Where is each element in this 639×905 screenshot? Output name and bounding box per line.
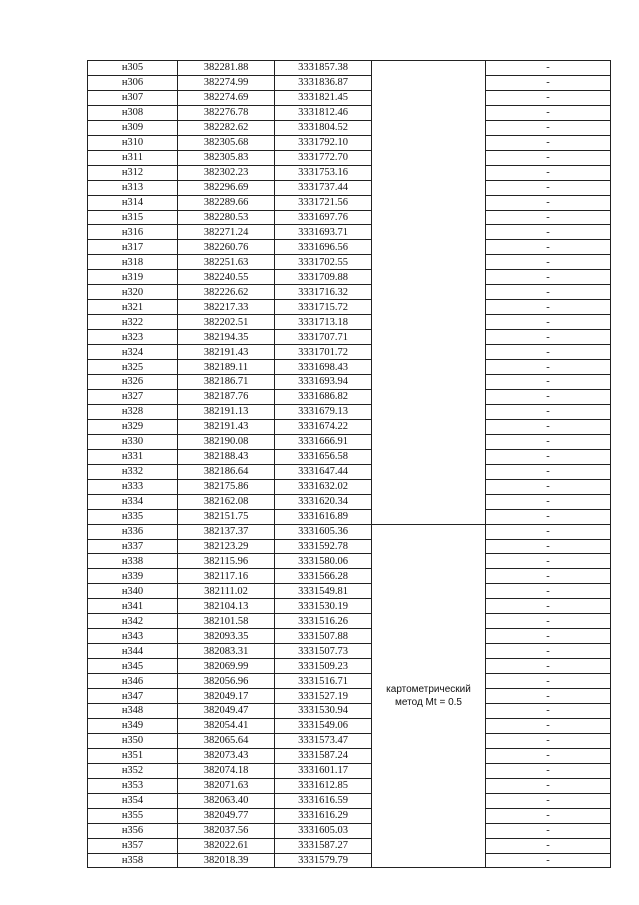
error-value-cell: - bbox=[486, 389, 611, 404]
table-row bbox=[88, 584, 611, 599]
table-row bbox=[88, 509, 611, 524]
point-id-cell: н306 bbox=[88, 75, 178, 90]
y-coordinate-cell: 3331715.72 bbox=[275, 300, 372, 315]
table-row bbox=[88, 270, 611, 285]
point-id-cell: н318 bbox=[88, 255, 178, 270]
table-row bbox=[88, 464, 611, 479]
point-id-cell: н336 bbox=[88, 524, 178, 539]
y-coordinate-cell: 3331709.88 bbox=[275, 270, 372, 285]
method-line-1: картометрический bbox=[386, 684, 471, 695]
method-cell-empty bbox=[372, 61, 486, 525]
table-row bbox=[88, 838, 611, 853]
y-coordinate-cell: 3331772.70 bbox=[275, 150, 372, 165]
y-coordinate-cell: 3331527.19 bbox=[275, 689, 372, 704]
x-coordinate-cell: 382123.29 bbox=[178, 539, 275, 554]
x-coordinate-cell: 382049.77 bbox=[178, 808, 275, 823]
y-coordinate-cell: 3331696.56 bbox=[275, 240, 372, 255]
y-coordinate-cell: 3331666.91 bbox=[275, 434, 372, 449]
error-value-cell: - bbox=[486, 554, 611, 569]
x-coordinate-cell: 382191.43 bbox=[178, 345, 275, 360]
error-value-cell: - bbox=[486, 569, 611, 584]
y-coordinate-cell: 3331737.44 bbox=[275, 180, 372, 195]
x-coordinate-cell: 382037.56 bbox=[178, 823, 275, 838]
point-id-cell: н345 bbox=[88, 659, 178, 674]
y-coordinate-cell: 3331836.87 bbox=[275, 75, 372, 90]
point-id-cell: н317 bbox=[88, 240, 178, 255]
error-value-cell: - bbox=[486, 210, 611, 225]
point-id-cell: н342 bbox=[88, 614, 178, 629]
y-coordinate-cell: 3331753.16 bbox=[275, 165, 372, 180]
x-coordinate-cell: 382305.68 bbox=[178, 135, 275, 150]
y-coordinate-cell: 3331821.45 bbox=[275, 90, 372, 105]
y-coordinate-cell: 3331697.76 bbox=[275, 210, 372, 225]
y-coordinate-cell: 3331566.28 bbox=[275, 569, 372, 584]
table-row bbox=[88, 494, 611, 509]
y-coordinate-cell: 3331612.85 bbox=[275, 778, 372, 793]
point-id-cell: н334 bbox=[88, 494, 178, 509]
point-id-cell: н338 bbox=[88, 554, 178, 569]
y-coordinate-cell: 3331516.26 bbox=[275, 614, 372, 629]
y-coordinate-cell: 3331713.18 bbox=[275, 315, 372, 330]
table-row bbox=[88, 135, 611, 150]
point-id-cell: н308 bbox=[88, 105, 178, 120]
y-coordinate-cell: 3331647.44 bbox=[275, 464, 372, 479]
table-row bbox=[88, 689, 611, 704]
error-value-cell: - bbox=[486, 345, 611, 360]
error-value-cell: - bbox=[486, 674, 611, 689]
point-id-cell: н332 bbox=[88, 464, 178, 479]
point-id-cell: н325 bbox=[88, 360, 178, 375]
table-row bbox=[88, 808, 611, 823]
error-value-cell: - bbox=[486, 270, 611, 285]
error-value-cell: - bbox=[486, 793, 611, 808]
point-id-cell: н307 bbox=[88, 90, 178, 105]
table-row bbox=[88, 105, 611, 120]
y-coordinate-cell: 3331580.06 bbox=[275, 554, 372, 569]
y-coordinate-cell: 3331587.24 bbox=[275, 748, 372, 763]
table-row bbox=[88, 733, 611, 748]
table-row bbox=[88, 165, 611, 180]
method-cell bbox=[372, 524, 486, 868]
x-coordinate-cell: 382276.78 bbox=[178, 105, 275, 120]
y-coordinate-cell: 3331605.36 bbox=[275, 524, 372, 539]
x-coordinate-cell: 382071.63 bbox=[178, 778, 275, 793]
x-coordinate-cell: 382018.39 bbox=[178, 853, 275, 868]
table-row bbox=[88, 120, 611, 135]
x-coordinate-cell: 382260.76 bbox=[178, 240, 275, 255]
error-value-cell: - bbox=[486, 75, 611, 90]
y-coordinate-cell: 3331721.56 bbox=[275, 195, 372, 210]
x-coordinate-cell: 382069.99 bbox=[178, 659, 275, 674]
error-value-cell: - bbox=[486, 464, 611, 479]
point-id-cell: н312 bbox=[88, 165, 178, 180]
x-coordinate-cell: 382111.02 bbox=[178, 584, 275, 599]
x-coordinate-cell: 382101.58 bbox=[178, 614, 275, 629]
point-id-cell: н322 bbox=[88, 315, 178, 330]
y-coordinate-cell: 3331530.94 bbox=[275, 703, 372, 718]
x-coordinate-cell: 382194.35 bbox=[178, 330, 275, 345]
x-coordinate-cell: 382049.17 bbox=[178, 689, 275, 704]
y-coordinate-cell: 3331804.52 bbox=[275, 120, 372, 135]
x-coordinate-cell: 382274.69 bbox=[178, 90, 275, 105]
point-id-cell: н324 bbox=[88, 345, 178, 360]
table-row bbox=[88, 524, 611, 539]
error-value-cell: - bbox=[486, 703, 611, 718]
point-id-cell: н343 bbox=[88, 629, 178, 644]
x-coordinate-cell: 382188.43 bbox=[178, 449, 275, 464]
y-coordinate-cell: 3331616.29 bbox=[275, 808, 372, 823]
table-row bbox=[88, 61, 611, 76]
point-id-cell: н350 bbox=[88, 733, 178, 748]
x-coordinate-cell: 382175.86 bbox=[178, 479, 275, 494]
point-id-cell: н358 bbox=[88, 853, 178, 868]
error-value-cell: - bbox=[486, 823, 611, 838]
error-value-cell: - bbox=[486, 434, 611, 449]
table-row bbox=[88, 300, 611, 315]
x-coordinate-cell: 382271.24 bbox=[178, 225, 275, 240]
x-coordinate-cell: 382187.76 bbox=[178, 389, 275, 404]
y-coordinate-cell: 3331592.78 bbox=[275, 539, 372, 554]
x-coordinate-cell: 382251.63 bbox=[178, 255, 275, 270]
error-value-cell: - bbox=[486, 479, 611, 494]
x-coordinate-cell: 382186.64 bbox=[178, 464, 275, 479]
table-row bbox=[88, 90, 611, 105]
y-coordinate-cell: 3331549.81 bbox=[275, 584, 372, 599]
error-value-cell: - bbox=[486, 853, 611, 868]
point-id-cell: н330 bbox=[88, 434, 178, 449]
point-id-cell: н355 bbox=[88, 808, 178, 823]
table-row bbox=[88, 449, 611, 464]
table-row bbox=[88, 375, 611, 390]
table-row bbox=[88, 75, 611, 90]
table-row bbox=[88, 763, 611, 778]
y-coordinate-cell: 3331616.89 bbox=[275, 509, 372, 524]
point-id-cell: н347 bbox=[88, 689, 178, 704]
table-row bbox=[88, 659, 611, 674]
table-row bbox=[88, 330, 611, 345]
x-coordinate-cell: 382289.66 bbox=[178, 195, 275, 210]
error-value-cell: - bbox=[486, 135, 611, 150]
error-value-cell: - bbox=[486, 763, 611, 778]
error-value-cell: - bbox=[486, 315, 611, 330]
table-row bbox=[88, 180, 611, 195]
point-id-cell: н323 bbox=[88, 330, 178, 345]
point-id-cell: н341 bbox=[88, 599, 178, 614]
y-coordinate-cell: 3331587.27 bbox=[275, 838, 372, 853]
y-coordinate-cell: 3331701.72 bbox=[275, 345, 372, 360]
table-row bbox=[88, 539, 611, 554]
table-row bbox=[88, 793, 611, 808]
point-id-cell: н327 bbox=[88, 389, 178, 404]
error-value-cell: - bbox=[486, 838, 611, 853]
table-row bbox=[88, 150, 611, 165]
error-value-cell: - bbox=[486, 360, 611, 375]
x-coordinate-cell: 382305.83 bbox=[178, 150, 275, 165]
error-value-cell: - bbox=[486, 689, 611, 704]
y-coordinate-cell: 3331620.34 bbox=[275, 494, 372, 509]
point-id-cell: н326 bbox=[88, 375, 178, 390]
table-row bbox=[88, 225, 611, 240]
point-id-cell: н356 bbox=[88, 823, 178, 838]
y-coordinate-cell: 3331693.94 bbox=[275, 375, 372, 390]
error-value-cell: - bbox=[486, 150, 611, 165]
point-id-cell: н344 bbox=[88, 644, 178, 659]
x-coordinate-cell: 382202.51 bbox=[178, 315, 275, 330]
y-coordinate-cell: 3331686.82 bbox=[275, 389, 372, 404]
error-value-cell: - bbox=[486, 524, 611, 539]
x-coordinate-cell: 382104.13 bbox=[178, 599, 275, 614]
error-value-cell: - bbox=[486, 778, 611, 793]
point-id-cell: н349 bbox=[88, 718, 178, 733]
error-value-cell: - bbox=[486, 733, 611, 748]
table-row bbox=[88, 404, 611, 419]
point-id-cell: н328 bbox=[88, 404, 178, 419]
table-row bbox=[88, 195, 611, 210]
point-id-cell: н331 bbox=[88, 449, 178, 464]
error-value-cell: - bbox=[486, 808, 611, 823]
point-id-cell: н353 bbox=[88, 778, 178, 793]
x-coordinate-cell: 382296.69 bbox=[178, 180, 275, 195]
table-row bbox=[88, 599, 611, 614]
y-coordinate-cell: 3331601.17 bbox=[275, 763, 372, 778]
x-coordinate-cell: 382117.16 bbox=[178, 569, 275, 584]
error-value-cell: - bbox=[486, 404, 611, 419]
y-coordinate-cell: 3331674.22 bbox=[275, 419, 372, 434]
error-value-cell: - bbox=[486, 225, 611, 240]
x-coordinate-cell: 382162.08 bbox=[178, 494, 275, 509]
error-value-cell: - bbox=[486, 629, 611, 644]
point-id-cell: н329 bbox=[88, 419, 178, 434]
point-id-cell: н310 bbox=[88, 135, 178, 150]
y-coordinate-cell: 3331679.13 bbox=[275, 404, 372, 419]
x-coordinate-cell: 382186.71 bbox=[178, 375, 275, 390]
x-coordinate-cell: 382240.55 bbox=[178, 270, 275, 285]
table-row bbox=[88, 778, 611, 793]
point-id-cell: н305 bbox=[88, 61, 178, 76]
table-row bbox=[88, 718, 611, 733]
error-value-cell: - bbox=[486, 449, 611, 464]
y-coordinate-cell: 3331507.73 bbox=[275, 644, 372, 659]
point-id-cell: н335 bbox=[88, 509, 178, 524]
y-coordinate-cell: 3331516.71 bbox=[275, 674, 372, 689]
table-row bbox=[88, 644, 611, 659]
x-coordinate-cell: 382049.47 bbox=[178, 703, 275, 718]
x-coordinate-cell: 382302.23 bbox=[178, 165, 275, 180]
error-value-cell: - bbox=[486, 120, 611, 135]
error-value-cell: - bbox=[486, 419, 611, 434]
table-row bbox=[88, 389, 611, 404]
error-value-cell: - bbox=[486, 375, 611, 390]
y-coordinate-cell: 3331812.46 bbox=[275, 105, 372, 120]
point-id-cell: н320 bbox=[88, 285, 178, 300]
error-value-cell: - bbox=[486, 659, 611, 674]
error-value-cell: - bbox=[486, 180, 611, 195]
table-row bbox=[88, 345, 611, 360]
x-coordinate-cell: 382274.99 bbox=[178, 75, 275, 90]
x-coordinate-cell: 382281.88 bbox=[178, 61, 275, 76]
point-id-cell: н321 bbox=[88, 300, 178, 315]
error-value-cell: - bbox=[486, 105, 611, 120]
table-row bbox=[88, 614, 611, 629]
y-coordinate-cell: 3331707.71 bbox=[275, 330, 372, 345]
point-id-cell: н319 bbox=[88, 270, 178, 285]
point-id-cell: н352 bbox=[88, 763, 178, 778]
x-coordinate-cell: 382217.33 bbox=[178, 300, 275, 315]
point-id-cell: н357 bbox=[88, 838, 178, 853]
y-coordinate-cell: 3331656.58 bbox=[275, 449, 372, 464]
y-coordinate-cell: 3331549.06 bbox=[275, 718, 372, 733]
table-row bbox=[88, 419, 611, 434]
x-coordinate-cell: 382073.43 bbox=[178, 748, 275, 763]
method-line-2: метод Mt = 0.5 bbox=[395, 697, 462, 708]
table-row bbox=[88, 240, 611, 255]
x-coordinate-cell: 382063.40 bbox=[178, 793, 275, 808]
x-coordinate-cell: 382226.62 bbox=[178, 285, 275, 300]
error-value-cell: - bbox=[486, 255, 611, 270]
x-coordinate-cell: 382189.11 bbox=[178, 360, 275, 375]
x-coordinate-cell: 382191.43 bbox=[178, 419, 275, 434]
error-value-cell: - bbox=[486, 240, 611, 255]
table-row bbox=[88, 554, 611, 569]
y-coordinate-cell: 3331716.32 bbox=[275, 285, 372, 300]
error-value-cell: - bbox=[486, 718, 611, 733]
y-coordinate-cell: 3331616.59 bbox=[275, 793, 372, 808]
error-value-cell: - bbox=[486, 285, 611, 300]
error-value-cell: - bbox=[486, 165, 611, 180]
x-coordinate-cell: 382083.31 bbox=[178, 644, 275, 659]
point-id-cell: н346 bbox=[88, 674, 178, 689]
x-coordinate-cell: 382056.96 bbox=[178, 674, 275, 689]
table-row bbox=[88, 210, 611, 225]
point-id-cell: н309 bbox=[88, 120, 178, 135]
error-value-cell: - bbox=[486, 539, 611, 554]
y-coordinate-cell: 3331509.23 bbox=[275, 659, 372, 674]
x-coordinate-cell: 382054.41 bbox=[178, 718, 275, 733]
table-row bbox=[88, 479, 611, 494]
error-value-cell: - bbox=[486, 748, 611, 763]
point-id-cell: н311 bbox=[88, 150, 178, 165]
error-value-cell: - bbox=[486, 644, 611, 659]
y-coordinate-cell: 3331530.19 bbox=[275, 599, 372, 614]
y-coordinate-cell: 3331507.88 bbox=[275, 629, 372, 644]
x-coordinate-cell: 382074.18 bbox=[178, 763, 275, 778]
y-coordinate-cell: 3331605.03 bbox=[275, 823, 372, 838]
x-coordinate-cell: 382093.35 bbox=[178, 629, 275, 644]
x-coordinate-cell: 382137.37 bbox=[178, 524, 275, 539]
point-id-cell: н315 bbox=[88, 210, 178, 225]
error-value-cell: - bbox=[486, 90, 611, 105]
point-id-cell: н339 bbox=[88, 569, 178, 584]
x-coordinate-cell: 382115.96 bbox=[178, 554, 275, 569]
x-coordinate-cell: 382065.64 bbox=[178, 733, 275, 748]
table-row bbox=[88, 674, 611, 689]
y-coordinate-cell: 3331702.55 bbox=[275, 255, 372, 270]
point-id-cell: н340 bbox=[88, 584, 178, 599]
y-coordinate-cell: 3331698.43 bbox=[275, 360, 372, 375]
x-coordinate-cell: 382280.53 bbox=[178, 210, 275, 225]
error-value-cell: - bbox=[486, 330, 611, 345]
point-id-cell: н348 bbox=[88, 703, 178, 718]
coordinates-table-body bbox=[88, 61, 611, 868]
x-coordinate-cell: 382022.61 bbox=[178, 838, 275, 853]
table-row bbox=[88, 255, 611, 270]
error-value-cell: - bbox=[486, 509, 611, 524]
y-coordinate-cell: 3331579.79 bbox=[275, 853, 372, 868]
table-row bbox=[88, 703, 611, 718]
y-coordinate-cell: 3331632.02 bbox=[275, 479, 372, 494]
table-row bbox=[88, 569, 611, 584]
table-row bbox=[88, 853, 611, 868]
error-value-cell: - bbox=[486, 61, 611, 76]
error-value-cell: - bbox=[486, 614, 611, 629]
coordinates-table bbox=[87, 60, 611, 868]
x-coordinate-cell: 382191.13 bbox=[178, 404, 275, 419]
x-coordinate-cell: 382190.08 bbox=[178, 434, 275, 449]
point-id-cell: н351 bbox=[88, 748, 178, 763]
point-id-cell: н337 bbox=[88, 539, 178, 554]
error-value-cell: - bbox=[486, 599, 611, 614]
y-coordinate-cell: 3331693.71 bbox=[275, 225, 372, 240]
table-row bbox=[88, 823, 611, 838]
point-id-cell: н314 bbox=[88, 195, 178, 210]
table-row bbox=[88, 315, 611, 330]
y-coordinate-cell: 3331857.38 bbox=[275, 61, 372, 76]
table-row bbox=[88, 748, 611, 763]
point-id-cell: н313 bbox=[88, 180, 178, 195]
x-coordinate-cell: 382151.75 bbox=[178, 509, 275, 524]
error-value-cell: - bbox=[486, 195, 611, 210]
table-row bbox=[88, 360, 611, 375]
y-coordinate-cell: 3331792.10 bbox=[275, 135, 372, 150]
error-value-cell: - bbox=[486, 300, 611, 315]
x-coordinate-cell: 382282.62 bbox=[178, 120, 275, 135]
table-row bbox=[88, 629, 611, 644]
error-value-cell: - bbox=[486, 494, 611, 509]
point-id-cell: н354 bbox=[88, 793, 178, 808]
point-id-cell: н316 bbox=[88, 225, 178, 240]
table-row bbox=[88, 434, 611, 449]
y-coordinate-cell: 3331573.47 bbox=[275, 733, 372, 748]
point-id-cell: н333 bbox=[88, 479, 178, 494]
table-row bbox=[88, 285, 611, 300]
error-value-cell: - bbox=[486, 584, 611, 599]
